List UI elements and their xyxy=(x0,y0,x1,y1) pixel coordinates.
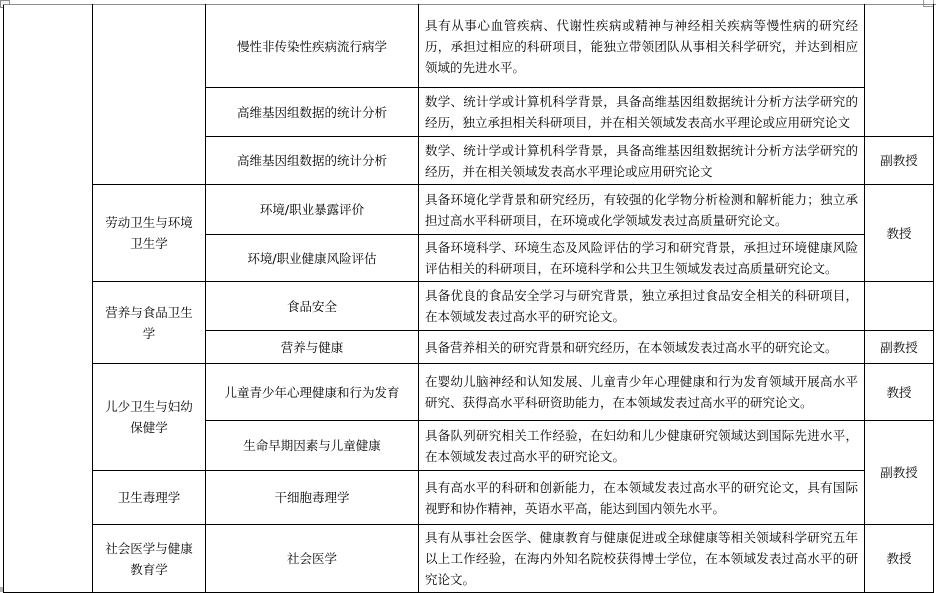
requirement-cell: 在婴幼儿脑神经和认知发展、儿童青少年心理健康和行为发育领域开展高水平研究、获得高水平科研资助能力，在本领域发表过高水平的研究论文。 xyxy=(419,364,865,421)
direction-cell: 环境/职业暴露评价 xyxy=(206,185,419,235)
title-cell: 教授 xyxy=(865,185,934,282)
recruitment-table xyxy=(3,4,934,593)
discipline-cell xyxy=(93,5,206,185)
requirement-cell: 具备队列研究相关工作经验，在妇幼和儿少健康研究领域达到国际先进水平，在本领域发表过高水平的研究论文。 xyxy=(419,421,865,471)
requirement-cell: 具备环境科学、环境生态及风险评估的学习和研究背景，承担过环境健康风险评估相关的科研项目，在环境科学和公共卫生领域发表过高质量研究论文。 xyxy=(419,235,865,282)
title-cell: 教授 xyxy=(865,525,934,593)
table-row xyxy=(4,525,934,593)
direction-cell: 环境/职业健康风险评估 xyxy=(206,235,419,282)
table-row xyxy=(4,185,934,235)
left-spacer-cell xyxy=(4,5,93,593)
table-row xyxy=(4,5,934,88)
requirement-cell: 具备环境化学背景和研究经历，有较强的化学物分析检测和解析能力；独立承担过高水平科研项目，在环境或化学领域发表过高质量研究论文。 xyxy=(419,185,865,235)
direction-cell: 营养与健康 xyxy=(206,331,419,364)
direction-cell: 高维基因组数据的统计分析 xyxy=(206,137,419,185)
requirement-cell: 具备营养相关的研究背景和研究经历，在本领域发表过高水平的研究论文。 xyxy=(419,331,865,364)
requirement-cell: 数学、统计学或计算机科学背景，具备高维基因组数据统计分析方法学研究的经历，并在相关领域发表高水平理论或应用研究论文 xyxy=(419,137,865,185)
discipline-cell: 卫生毒理学 xyxy=(93,471,206,525)
table-row xyxy=(4,282,934,331)
title-cell xyxy=(865,5,934,137)
direction-cell: 慢性非传染性疾病流行病学 xyxy=(206,5,419,88)
requirement-cell: 具有从事心血管疾病、代谢性疾病或精神与神经相关疾病等慢性病的研究经历，承担过相应的科研项目，能独立带领团队从事相关科学研究，并达到相应领域的先进水平。 xyxy=(419,5,865,88)
title-cell: 副教授 xyxy=(865,331,934,364)
direction-cell: 干细胞毒理学 xyxy=(206,471,419,525)
direction-cell: 生命早期因素与儿童健康 xyxy=(206,421,419,471)
direction-cell: 儿童青少年心理健康和行为发育 xyxy=(206,364,419,421)
discipline-cell: 社会医学与健康教育学 xyxy=(93,525,206,593)
requirement-cell: 具有从事社会医学、健康教育与健康促进或全球健康等相关领域科学研究五年以上工作经验，在海内外知名院校获得博士学位，在本领域发表过高水平的研究论文。 xyxy=(419,525,865,593)
title-cell xyxy=(865,282,934,331)
table-row xyxy=(4,471,934,525)
title-cell: 教授 xyxy=(865,364,934,421)
requirement-cell: 具有高水平的科研和创新能力，在本领域发表过高水平的研究论文，具有国际视野和协作精神，英语水平高，能达到国内领先水平。 xyxy=(419,471,865,525)
title-cell: 副教授 xyxy=(865,137,934,185)
discipline-cell: 营养与食品卫生学 xyxy=(93,282,206,364)
discipline-cell: 劳动卫生与环境卫生学 xyxy=(93,185,206,282)
direction-cell: 高维基因组数据的统计分析 xyxy=(206,88,419,137)
table-row xyxy=(4,364,934,421)
direction-cell: 社会医学 xyxy=(206,525,419,593)
discipline-cell: 儿少卫生与妇幼保健学 xyxy=(93,364,206,471)
title-cell: 副教授 xyxy=(865,421,934,525)
requirement-cell: 具备优良的食品安全学习与研究背景，独立承担过食品安全相关的科研项目，在本领域发表过高水平的研究论文。 xyxy=(419,282,865,331)
direction-cell: 食品安全 xyxy=(206,282,419,331)
requirement-cell: 数学、统计学或计算机科学背景，具备高维基因组数据统计分析方法学研究的经历，独立承担相关科研项目，并在相关领域发表高水平理论或应用研究论文 xyxy=(419,88,865,137)
